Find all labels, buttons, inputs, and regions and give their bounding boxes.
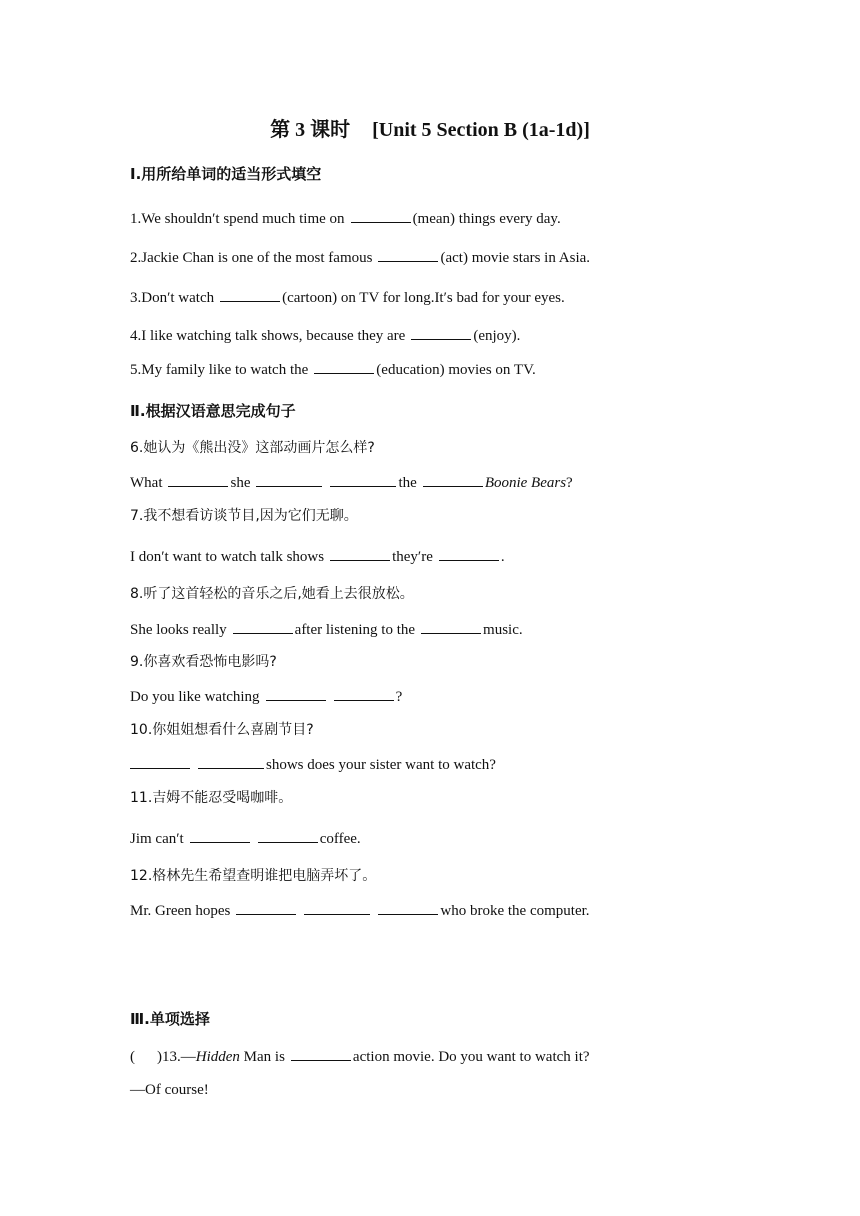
question-4: 4.I like watching talk shows, because they are (enjoy). [130, 325, 520, 346]
question-11-chinese: 11.吉姆不能忍受喝咖啡。 [130, 790, 293, 806]
answer-blank[interactable] [378, 247, 438, 262]
question-8: She looks really after listening to the music. [130, 619, 523, 640]
answer-blank[interactable] [423, 472, 483, 487]
question-6-chinese: 6.她认为《熊出没》这部动画片怎么样? [130, 440, 375, 456]
answer-blank[interactable] [266, 686, 326, 701]
answer-blank[interactable] [233, 619, 293, 634]
question-12-chinese: 12.格林先生希望查明谁把电脑弄坏了。 [130, 868, 377, 884]
answer-blank[interactable] [256, 472, 322, 487]
answer-blank[interactable] [411, 325, 471, 340]
answer-blank[interactable] [314, 359, 374, 374]
question-11: Jim can′t coffee. [130, 828, 361, 849]
answer-blank[interactable] [330, 472, 396, 487]
question-7-chinese: 7.我不想看访谈节目,因为它们无聊。 [130, 508, 358, 524]
answer-blank[interactable] [291, 1046, 351, 1061]
unit-label: [Unit 5 Section B (1a-1d)] [372, 119, 590, 141]
question-5: 5.My family like to watch the (education) movies on TV. [130, 359, 536, 380]
question-9-chinese: 9.你喜欢看恐怖电影吗? [130, 654, 277, 670]
answer-blank[interactable] [236, 900, 296, 915]
question-9: Do you like watching ? [130, 686, 402, 707]
section2-heading: Ⅱ.根据汉语意思完成句子 [130, 402, 296, 420]
answer-blank[interactable] [258, 828, 318, 843]
answer-blank[interactable] [198, 754, 264, 769]
section3-heading: Ⅲ.单项选择 [130, 1010, 210, 1028]
answer-blank[interactable] [351, 208, 411, 223]
answer-blank[interactable] [130, 754, 190, 769]
question-1: 1.We shouldn′t spend much time on (mean) things every day. [130, 208, 561, 229]
question-13: ( )13.—Hidden Man is action movie. Do you want to watch it? [130, 1046, 590, 1067]
lesson-label: 第 3 课时 [270, 119, 351, 141]
answer-blank[interactable] [334, 686, 394, 701]
section1-heading: Ⅰ.用所给单词的适当形式填空 [130, 165, 322, 183]
answer-blank[interactable] [304, 900, 370, 915]
answer-blank[interactable] [168, 472, 228, 487]
answer-blank[interactable] [330, 546, 390, 561]
answer-blank[interactable] [378, 900, 438, 915]
question-13-answer: —Of course! [130, 1082, 209, 1098]
question-2: 2.Jackie Chan is one of the most famous (act) movie stars in Asia. [130, 247, 590, 268]
question-12: Mr. Green hopes who broke the computer. [130, 900, 590, 921]
question-8-chinese: 8.听了这首轻松的音乐之后,她看上去很放松。 [130, 586, 414, 602]
question-6: What she the Boonie Bears? [130, 472, 573, 493]
question-10: shows does your sister want to watch? [130, 754, 496, 775]
answer-blank[interactable] [421, 619, 481, 634]
question-3: 3.Don′t watch (cartoon) on TV for long.It′s bad for your eyes. [130, 287, 565, 308]
answer-blank[interactable] [439, 546, 499, 561]
question-7: I don′t want to watch talk shows they′re . [130, 546, 505, 567]
page-title [0, 113, 860, 142]
answer-blank[interactable] [220, 287, 280, 302]
answer-blank[interactable] [190, 828, 250, 843]
question-10-chinese: 10.你姐姐想看什么喜剧节目? [130, 722, 314, 738]
